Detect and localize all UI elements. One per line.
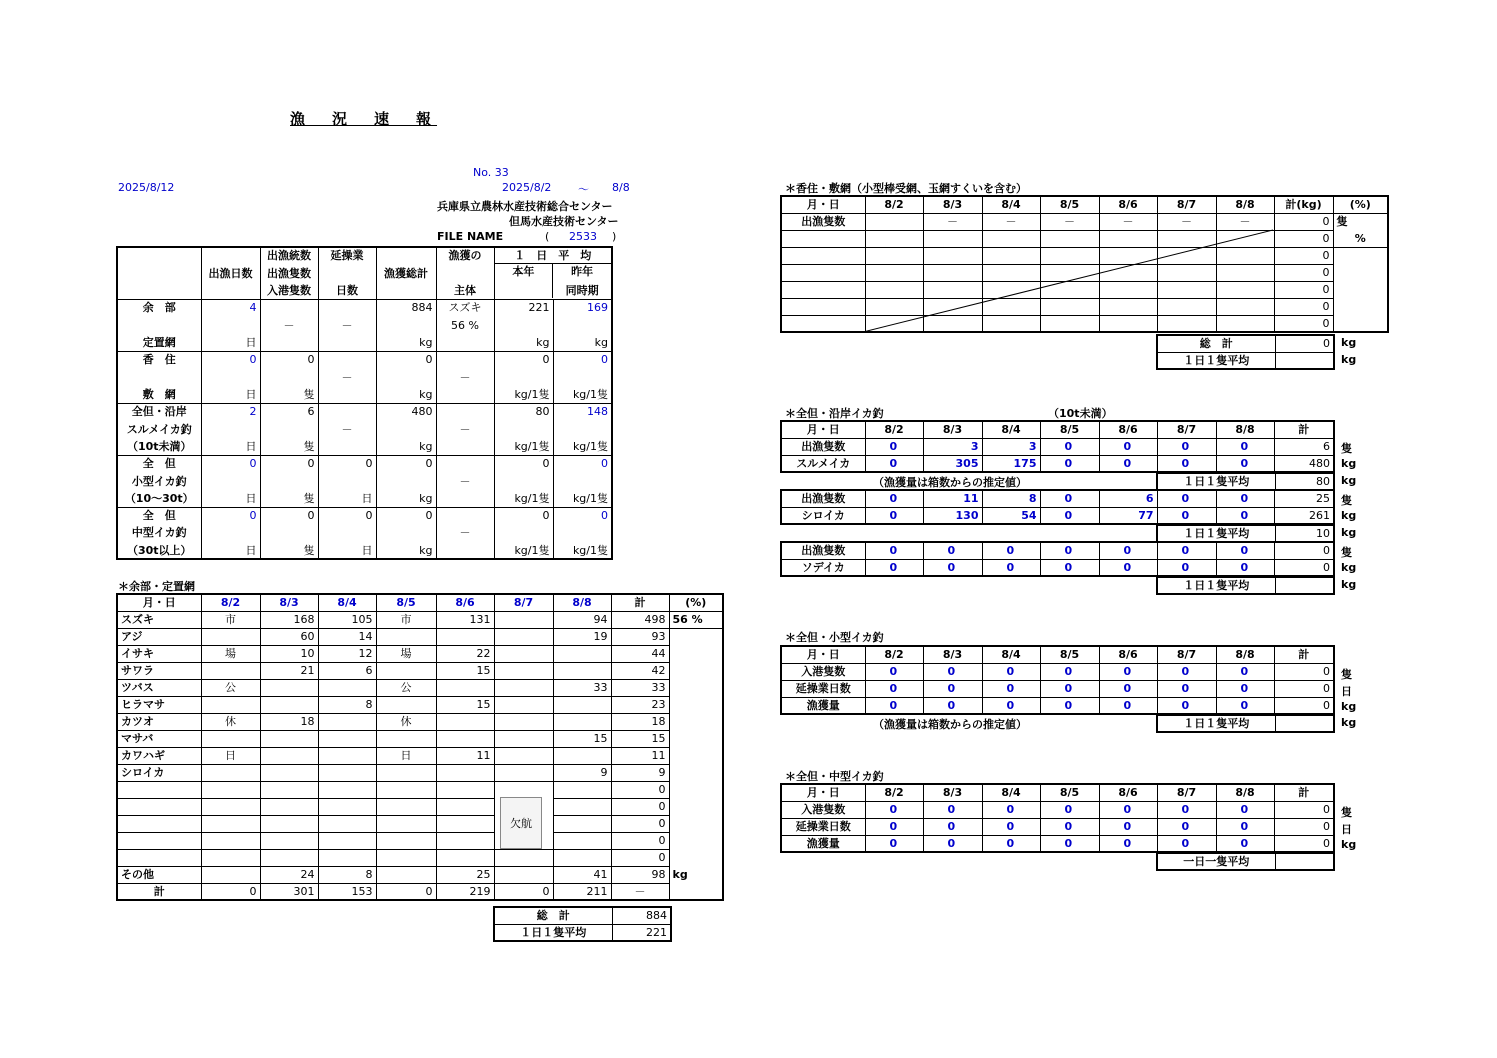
- file-open-paren: (: [545, 230, 550, 243]
- summary-row: 全 但 小型イカ釣 （10～30t） 0 日 0 隻 0 日 0 kg － 0 kg/1隻 0 kg/1隻: [117, 455, 612, 507]
- engan-row: 出漁隻数 0 3 3 0 0 0 0 6: [781, 438, 1334, 455]
- period-tilde: ～: [578, 183, 589, 196]
- engan-row: シロイカ 0 130 54 0 77 0 0 261: [781, 507, 1334, 524]
- amabe-section-title: ＊余部・定置網: [118, 580, 195, 593]
- summary-row: 全 但 中型イカ釣 （30t以上） 0 日 0 隻 0 日 0 kg － 0 kg/1隻 0 kg/1隻: [117, 507, 612, 559]
- summary-header-row: 出漁日数 出漁統数 出漁隻数 入港隻数 延操業 日数 漁獲総計 漁獲の 主体 １ 日 平 均 本年 昨年 同時期: [117, 247, 612, 299]
- amabe-row: シロイカ 9 9: [117, 764, 723, 781]
- report-number: No. 33: [473, 166, 509, 179]
- amabe-row: カワハギ 日 日 11 11: [117, 747, 723, 764]
- organization-2: 但馬水産技術センター: [509, 215, 619, 228]
- kogata-unit: 日: [1341, 685, 1352, 698]
- period-start: 2025/8/2: [502, 181, 552, 194]
- kasumi-total-unit: kg: [1341, 336, 1357, 349]
- kasumi-row: 0: [781, 315, 1388, 332]
- engan-unit: kg: [1341, 561, 1357, 574]
- kogata-row: 漁獲量 0 0 0 0 0 0 0 0: [781, 697, 1334, 714]
- amabe-row: ツバス 公 公 33 33: [117, 679, 723, 696]
- engan-avg-2: １日１隻平均 10: [1156, 524, 1335, 543]
- engan-unit: 隻: [1341, 546, 1352, 559]
- engan-avg-3: １日１隻平均: [1156, 576, 1335, 595]
- kasumi-total-table: [1156, 334, 1335, 370]
- kasumi-boats-row: 出漁隻数 － － － － － － 0 隻: [781, 213, 1388, 230]
- engan-unit: 隻: [1341, 442, 1352, 455]
- amabe-row: 0: [117, 832, 723, 849]
- kasumi-avg-unit: kg: [1341, 353, 1357, 366]
- kasumi-row: 0: [781, 264, 1388, 281]
- kasumi-avg-label: １日１隻平均: [1157, 352, 1275, 369]
- period-end: 8/8: [612, 181, 630, 194]
- amabe-row: 計 0 301 153 0 219 0 211 －: [117, 883, 723, 900]
- chugata-row: 漁獲量 0 0 0 0 0 0 0 0: [781, 835, 1334, 852]
- kogata-header-row: 月・日 8/2 8/3 8/4 8/5 8/6 8/7 8/8 計: [781, 646, 1334, 663]
- kasumi-row: 0: [781, 298, 1388, 315]
- engan-unit: kg: [1341, 457, 1357, 470]
- file-close-paren: ): [612, 230, 617, 243]
- kogata-row: 延操業日数 0 0 0 0 0 0 0 0: [781, 680, 1334, 697]
- engan-unit: kg: [1341, 509, 1357, 522]
- amabe-row: スズキ 市 168 105 市 131 94 498 56 %: [117, 611, 723, 628]
- engan-section-title: ＊全但・沿岸イカ釣: [785, 407, 884, 420]
- engan-avg-1: １日１隻平均 80: [1156, 472, 1335, 491]
- amabe-row: イサキ 場 10 12 場 22 44: [117, 645, 723, 662]
- page-title: 漁 況 速 報: [290, 110, 438, 128]
- summary-row: 余 部 定置網 4 日 － － 884 kg スズキ 56 % 221 kg 169 kg: [117, 299, 612, 351]
- engan-note: （漁獲量は箱数からの推定値）: [873, 476, 1027, 489]
- amabe-row: カツオ 休 18 休 18: [117, 713, 723, 730]
- amabe-row: 0: [117, 815, 723, 832]
- chugata-avg: 一日一隻平均: [1156, 852, 1335, 871]
- amabe-row: サワラ 21 6 15 42: [117, 662, 723, 679]
- chugata-unit: 隻: [1341, 806, 1352, 819]
- kogata-section-title: ＊全但・小型イカ釣: [785, 631, 884, 644]
- amabe-row: 0: [117, 849, 723, 866]
- engan-unit: kg: [1341, 474, 1357, 487]
- chugata-header-row: 月・日 8/2 8/3 8/4 8/5 8/6 8/7 8/8 計: [781, 784, 1334, 801]
- summary-row: 全但・沿岸 スルメイカ釣 （10t未満） 2 日 6 隻 － 480 kg － 80 kg/1隻 148 kg/1隻: [117, 403, 612, 455]
- engan-header-row: 月・日 8/2 8/3 8/4 8/5 8/6 8/7 8/8 計: [781, 421, 1334, 438]
- kogata-unit: kg: [1341, 700, 1357, 713]
- chugata-unit: kg: [1341, 838, 1357, 851]
- amabe-row: マサバ 15 15: [117, 730, 723, 747]
- kogata-note: （漁獲量は箱数からの推定値）: [873, 718, 1027, 731]
- report-date: 2025/8/12: [118, 181, 175, 194]
- kasumi-total-value: 0: [1275, 335, 1334, 352]
- amabe-total-table: [493, 906, 672, 942]
- amabe-total-label: 総 計: [494, 907, 612, 924]
- file-label: FILE NAME: [437, 230, 504, 243]
- engan-row: 出漁隻数 0 0 0 0 0 0 0 0: [781, 542, 1334, 559]
- chugata-row: 延操業日数 0 0 0 0 0 0 0 0: [781, 818, 1334, 835]
- file-number: 2533: [569, 230, 597, 243]
- organization-1: 兵庫県立農林水産技術総合センター: [437, 200, 613, 213]
- engan-unit: kg: [1341, 578, 1357, 591]
- kogata-table: [780, 645, 1335, 715]
- chugata-row: 入港隻数 0 0 0 0 0 0 0 0: [781, 801, 1334, 818]
- engan-row: ソデイカ 0 0 0 0 0 0 0 0: [781, 559, 1334, 576]
- kogata-unit: kg: [1341, 716, 1357, 729]
- engan-table-1: [780, 420, 1335, 473]
- engan-row: 出漁隻数 0 11 8 0 6 0 0 25: [781, 490, 1334, 507]
- amabe-avg-label: １日１隻平均: [494, 924, 612, 941]
- kasumi-row: 0 %: [781, 230, 1388, 247]
- chugata-table: [780, 783, 1335, 853]
- engan-unit: kg: [1341, 526, 1357, 539]
- kasumi-row: 0: [781, 281, 1388, 298]
- kekko-label: 欠航: [500, 797, 542, 849]
- engan-section-note: （10t未満）: [1048, 407, 1113, 420]
- kasumi-diagonal-line: [863, 228, 1275, 334]
- engan-table-3: [780, 541, 1335, 577]
- chugata-section-title: ＊全但・中型イカ釣: [785, 770, 884, 783]
- kogata-avg: １日１隻平均: [1156, 714, 1335, 733]
- chugata-unit: 日: [1341, 823, 1352, 836]
- amabe-avg-value: 221: [612, 924, 671, 941]
- engan-table-2: [780, 489, 1335, 525]
- amabe-row: 0: [117, 781, 723, 798]
- kasumi-section-title: ＊香住・敷網（小型棒受網、玉網すくいを含む）: [785, 182, 1027, 195]
- kasumi-row: 0: [781, 247, 1388, 264]
- amabe-header-row: 月・日 8/2 8/3 8/4 8/5 8/6 8/7 8/8 計 (%): [117, 594, 723, 611]
- kasumi-header-row: 月・日 8/2 8/3 8/4 8/5 8/6 8/7 8/8 計(kg) (%): [781, 196, 1388, 213]
- amabe-table: [116, 593, 724, 901]
- kogata-row: 入港隻数 0 0 0 0 0 0 0 0: [781, 663, 1334, 680]
- summary-table: [116, 246, 613, 560]
- kogata-unit: 隻: [1341, 668, 1352, 681]
- kasumi-total-label: 総 計: [1157, 335, 1275, 352]
- amabe-total-value: 884: [612, 907, 671, 924]
- summary-row: 香 住 敷 網 0 日 0 隻 － 0 kg － 0 kg/1隻 0 kg/1隻: [117, 351, 612, 403]
- engan-unit: 隻: [1341, 494, 1352, 507]
- amabe-row: アジ 60 14 19 93: [117, 628, 723, 645]
- amabe-row: ヒラマサ 8 15 23: [117, 696, 723, 713]
- amabe-row: その他 24 8 25 41 98 kg: [117, 866, 723, 883]
- amabe-row: 0: [117, 798, 723, 815]
- engan-row: スルメイカ 0 305 175 0 0 0 0 480: [781, 455, 1334, 472]
